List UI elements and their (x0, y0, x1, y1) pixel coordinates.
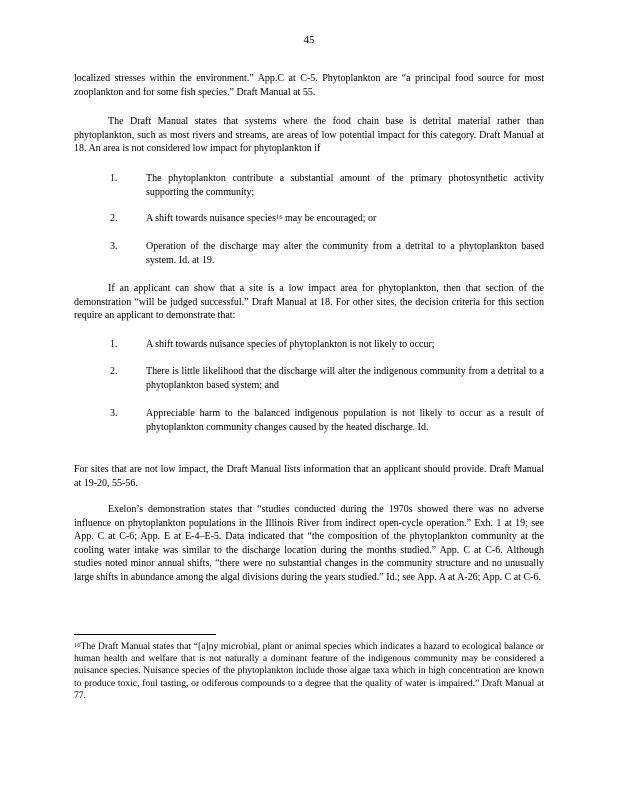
criteria-list-1 (74, 172, 544, 199)
list-text: A shift towards nuisance species of phytoplankton is not likely to occur; (146, 339, 435, 350)
footnote-marker: 16 (74, 642, 81, 649)
footnote-divider (74, 634, 216, 635)
footnote (74, 641, 544, 702)
list-text: There is little likelihood that the discharge will alter the indigenous community from a detrital to a phytoplankton based system; and (146, 366, 544, 391)
list-number: 2. (110, 213, 118, 224)
list-number: 1. (110, 339, 118, 350)
criteria-list-1 (74, 240, 544, 267)
list-text: The phytoplankton contribute a substantial amount of the primary photosynthetic activity supporting the community; (146, 173, 544, 198)
list-item (74, 338, 544, 352)
body-text (74, 115, 544, 156)
list-text-after: may be encouraged; or (284, 213, 377, 224)
footnote-text: The Draft Manual states that “[a]ny microbial, plant or animal species which indicates a hazard to ecological balance or human health and welfare that is not naturally a dominant feature of the indigenous community may be considered a nuisance species. Nuisance species of the phytoplankton include those algae taxa which in high concentration are known to produce toxic, foul tasting, or odiferous compounds to a degree that the quality of water is impaired.” Draft Manual at 77. (74, 641, 544, 701)
list-item (74, 407, 544, 434)
body-text (74, 503, 544, 584)
list-text: A shift towards nuisance species (146, 213, 276, 224)
criteria-list-2 (74, 407, 544, 434)
paragraph-2: The Draft Manual states that systems where the food chain base is detrital material rather than phytoplankton, such as most rivers and streams, are areas of low potential impact for this category. Draft Manual at 18. An area is not considered low impact for phytoplankton if (74, 116, 544, 154)
body-text (74, 282, 544, 323)
criteria-list-2 (74, 365, 544, 392)
list-item (74, 172, 544, 199)
list-text: Appreciable harm to the balanced indigenous population is not likely to occur as a result of phytoplankton community changes caused by the heated discharge. Id. (146, 408, 544, 433)
criteria-list-1 (74, 212, 544, 226)
body-text (74, 463, 544, 490)
list-item (74, 365, 544, 392)
body-text (74, 72, 544, 99)
paragraph-5: Exelon’s demonstration states that “studies conducted during the 1970s showed there was no adverse influence on phytoplankton populations in the Illinois River from indirect open-cycle operation.” Exh. 1 at 19; see App. C at C-6; App. E at E-4–E-5. Data indicated that “the composition of the phytoplankton community at the cooling water intake was similar to the discharge location during the months studied.” App. C at C-6. Although studies noted minor annual shifts, “there were no substantial changes in the community structure and no unusually large shifts in abundance among the algal divisions during the years studied.” Id.; see App. A at A-26; App. C at C-6. (74, 504, 544, 583)
footnote-ref: 16 (275, 214, 283, 221)
list-number: 3. (110, 241, 118, 252)
list-text: Operation of the discharge may alter the community from a detrital to a phytoplankton based system. Id. at 19. (146, 241, 544, 266)
list-number: 2. (110, 366, 118, 377)
list-number: 3. (110, 408, 118, 419)
list-number: 1. (110, 173, 118, 184)
paragraph-4: For sites that are not low impact, the Draft Manual lists information that an applicant should provide. Draft Manual at 19-20, 55-56. (74, 464, 544, 489)
paragraph-3: If an applicant can show that a site is a low impact area for phytoplankton, then that section of the demonstration “will be judged successful.” Draft Manual at 18. For other sites, the decision criteria for this section require an applicant to demonstrate that: (74, 283, 544, 321)
page-number: 45 (303, 34, 315, 46)
paragraph-1: localized stresses within the environment.” App.C at C-5. Phytoplankton are “a principal food source for most zooplankton and for some fish species.” Draft Manual at 55. (74, 73, 544, 98)
list-item (74, 212, 544, 226)
criteria-list-2 (74, 338, 544, 352)
list-item (74, 240, 544, 267)
